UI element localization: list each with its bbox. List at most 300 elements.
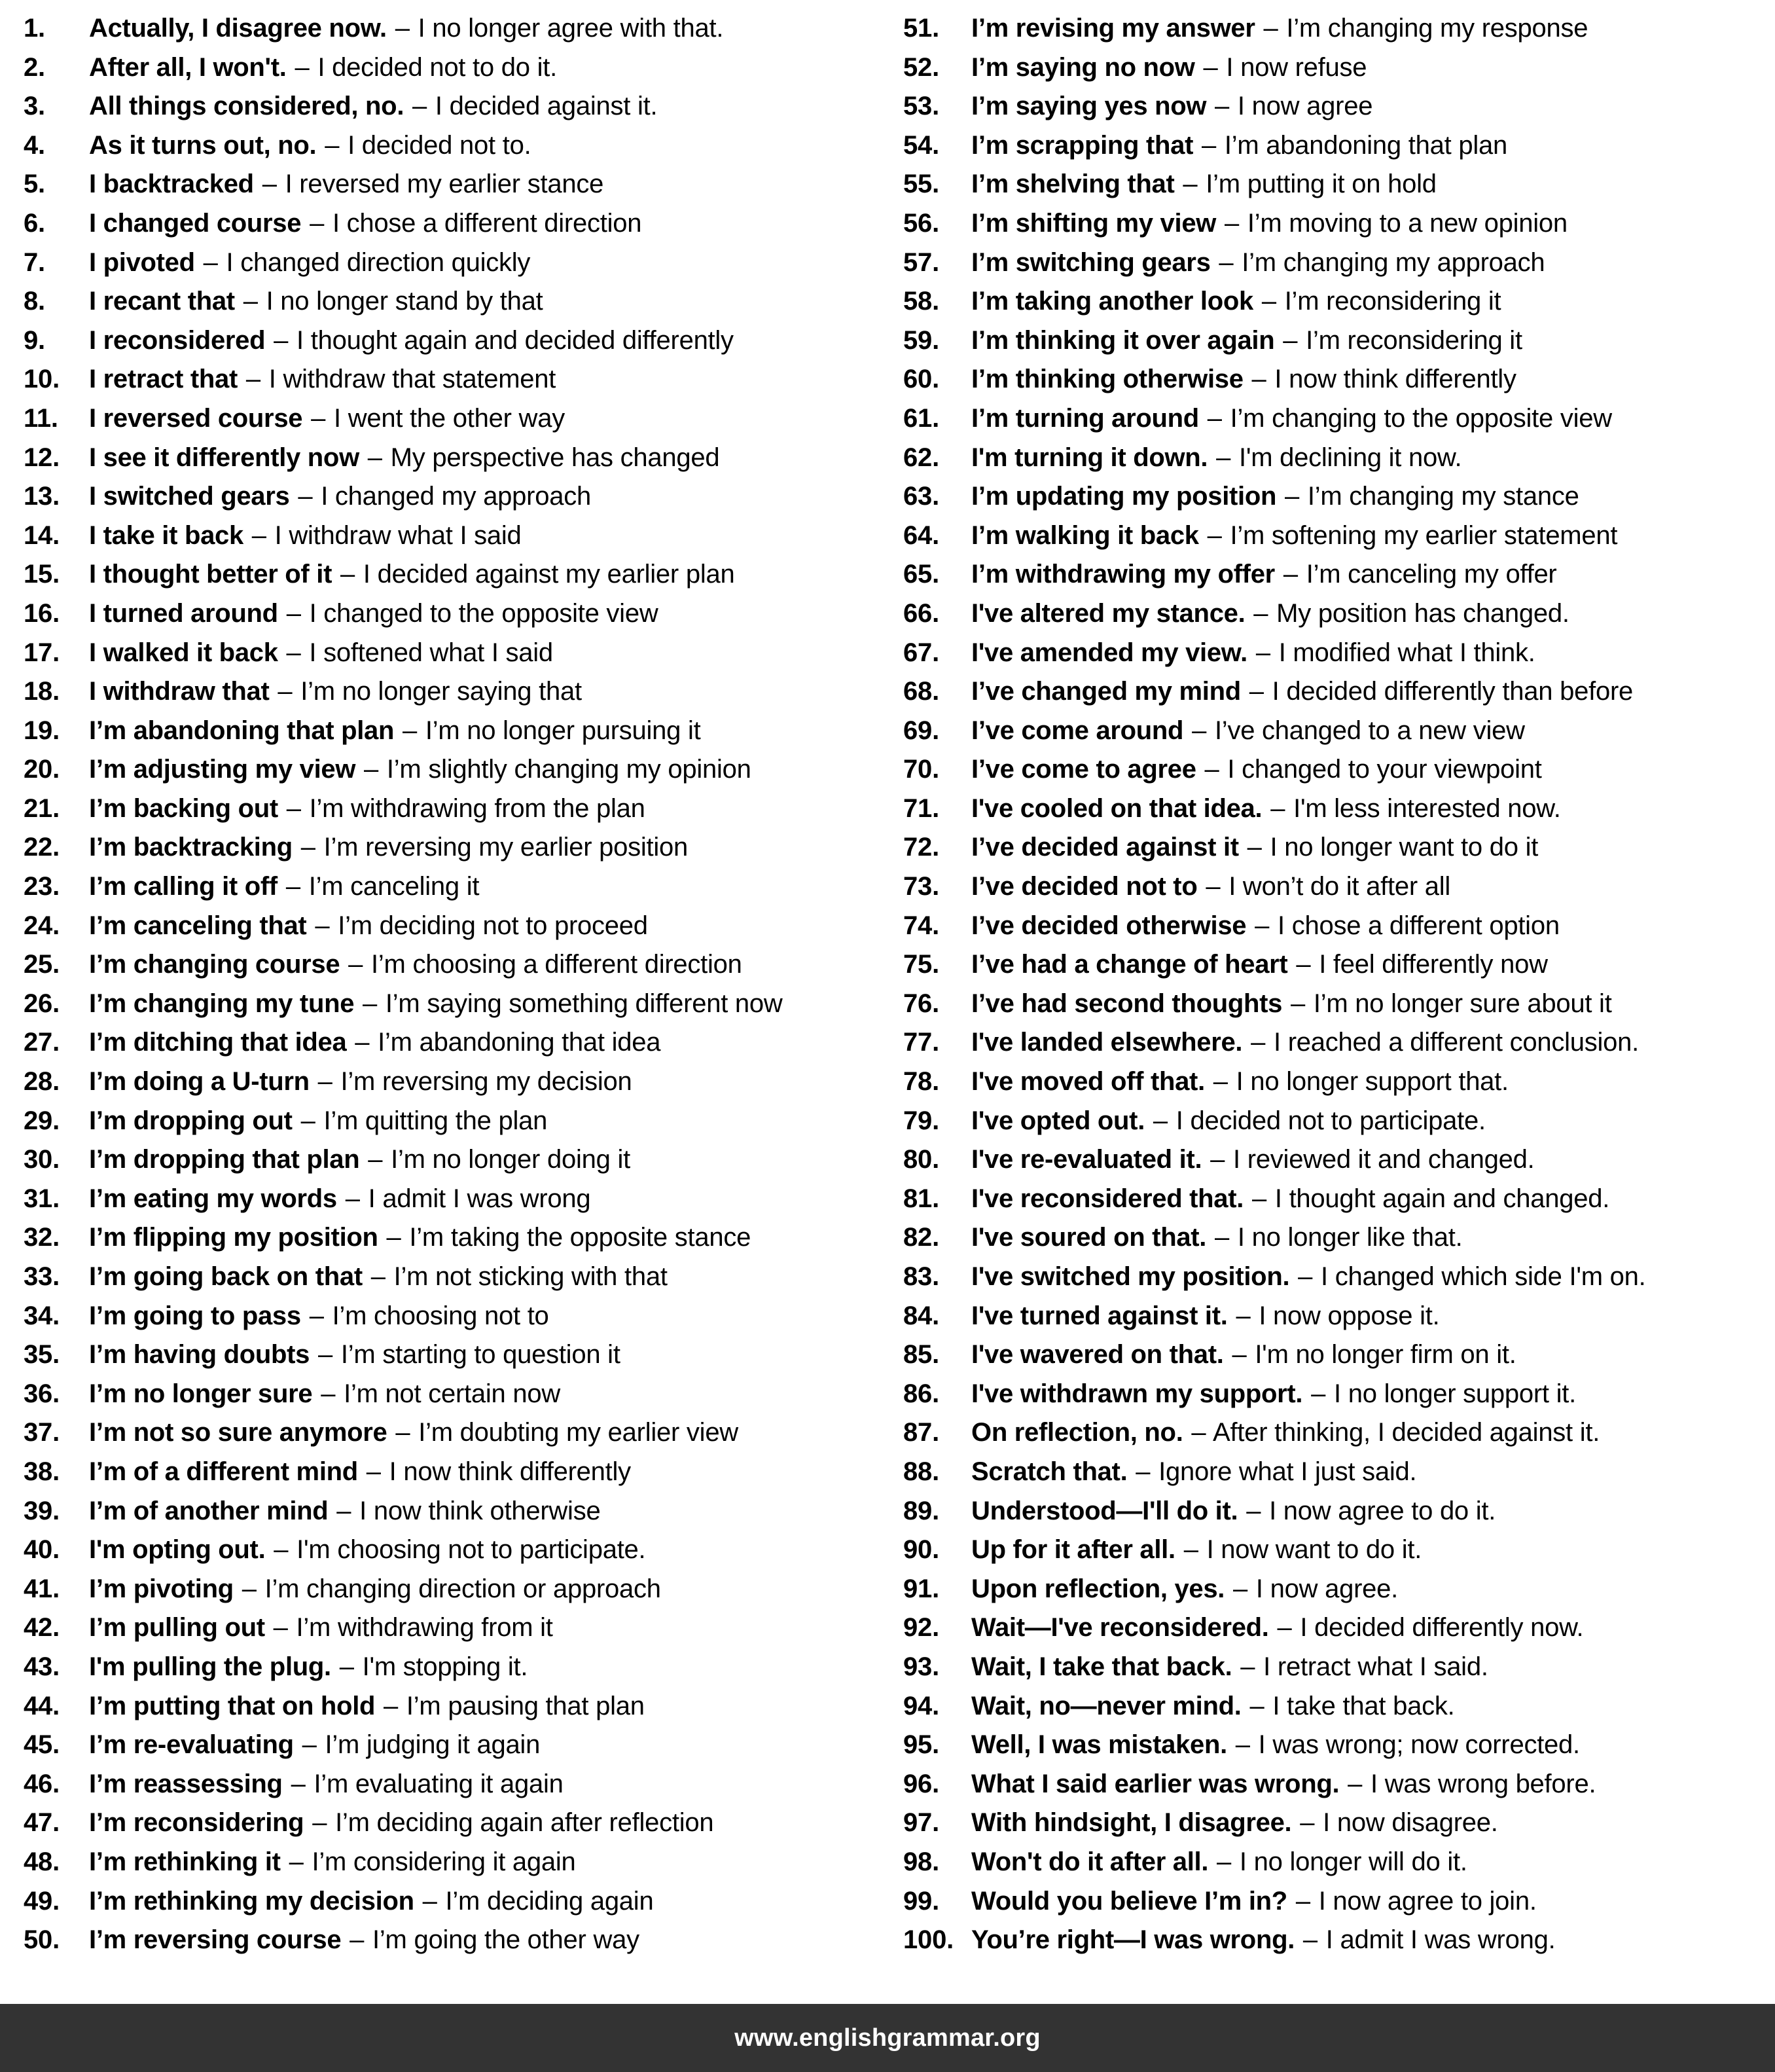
list-item-number: 45. [24, 1730, 60, 1760]
list-item [24, 790, 882, 829]
list-item [903, 477, 1770, 517]
list-item-number: 51. [903, 14, 940, 43]
list-item-dash: – [311, 403, 326, 433]
list-item-term: I’m abandoning that plan [89, 716, 395, 745]
list-item-dash: – [325, 130, 340, 160]
list-item-body [89, 1023, 882, 1063]
list-item-number: 21. [24, 793, 60, 823]
list-item-term: I’m going back on that [89, 1262, 363, 1291]
list-item-definition: I’m abandoning that idea [378, 1028, 661, 1057]
list-item-term: I’ve decided not to [971, 872, 1198, 901]
list-item [903, 1413, 1770, 1453]
list-item-dash: – [1348, 1769, 1363, 1798]
list-item-definition: I’m changing direction or approach [264, 1574, 661, 1603]
list-item-body [971, 1297, 1770, 1336]
list-item [24, 1726, 882, 1765]
list-item-body [971, 399, 1770, 439]
list-item-dash: – [321, 1379, 336, 1408]
list-item-body [89, 1453, 882, 1492]
list-item-definition: I no longer stand by that [266, 287, 543, 316]
list-item [24, 1882, 882, 1921]
list-item-term: I’m withdrawing my offer [971, 560, 1275, 589]
list-item-term: I've turned against it. [971, 1301, 1228, 1330]
list-item [903, 945, 1770, 985]
list-item-body [971, 1102, 1770, 1141]
list-item-term: Understood—I'll do it. [971, 1496, 1238, 1525]
list-item-definition: I’m saying something different now [385, 989, 783, 1018]
list-item-term: Well, I was mistaken. [971, 1730, 1227, 1760]
list-item-number: 95. [903, 1730, 940, 1760]
list-item-number: 75. [903, 950, 940, 979]
list-item-number: 26. [24, 989, 60, 1018]
list-item-definition: I now agree to join. [1318, 1886, 1537, 1916]
list-item-definition: I was wrong; now corrected. [1258, 1730, 1580, 1760]
list-item-number: 11. [24, 403, 58, 433]
list-item-definition: I’m not sticking with that [393, 1262, 668, 1291]
list-item [903, 1492, 1770, 1531]
list-item-definition: I changed my approach [321, 482, 591, 511]
list-item [24, 867, 882, 907]
list-item-number: 100. [903, 1925, 954, 1955]
list-item-dash: – [245, 365, 260, 394]
list-item [24, 87, 882, 126]
list-item-dash: – [366, 1457, 381, 1486]
list-item-term: I’m revising my answer [971, 14, 1255, 43]
list-item-term: I turned around [89, 598, 278, 628]
list-item-dash: – [345, 1184, 360, 1213]
list-item-definition: My position has changed. [1276, 598, 1569, 628]
list-item-number: 5. [24, 170, 45, 199]
list-item-definition: I no longer support it. [1333, 1379, 1577, 1408]
list-item-body [971, 477, 1770, 517]
list-item [903, 1180, 1770, 1219]
list-item-number: 74. [903, 911, 940, 940]
list-item [903, 282, 1770, 321]
list-item-term: I see it differently now [89, 443, 359, 472]
list-item-dash: – [348, 950, 363, 979]
list-item [24, 282, 882, 321]
list-item-dash: – [1213, 1067, 1228, 1097]
list-item-definition: I’m quitting the plan [323, 1106, 548, 1135]
list-item [903, 1843, 1770, 1882]
list-item-dash: – [1296, 950, 1311, 979]
list-item-term: I've landed elsewhere. [971, 1028, 1243, 1057]
list-item-definition: I’m changing my approach [1242, 247, 1545, 277]
list-item-body [89, 1882, 882, 1921]
list-item-number: 34. [24, 1301, 60, 1330]
list-item-number: 66. [903, 598, 940, 628]
list-item-dash: – [1270, 793, 1285, 823]
list-item-dash: – [251, 520, 266, 550]
list-item-term: I’m shifting my view [971, 208, 1217, 238]
list-item-term: What I said earlier was wrong. [971, 1769, 1340, 1798]
list-item-definition: I softened what I said [309, 638, 553, 667]
list-item-number: 67. [903, 638, 940, 667]
list-item [903, 9, 1770, 48]
list-item-body [89, 126, 882, 166]
list-item-dash: – [1302, 1925, 1318, 1955]
list-item-dash: – [286, 598, 301, 628]
list-item-number: 61. [903, 403, 940, 433]
list-item-dash: – [298, 482, 313, 511]
list-item-body [89, 672, 882, 712]
list-item [903, 867, 1770, 907]
list-item-body [971, 439, 1770, 478]
list-item-term: I’m reconsidering [89, 1808, 304, 1838]
list-item [903, 87, 1770, 126]
list-item-number: 65. [903, 560, 940, 589]
list-item-definition: I chose a different option [1277, 911, 1560, 940]
list-item-number: 33. [24, 1262, 60, 1291]
list-item [903, 790, 1770, 829]
list-item [24, 1063, 882, 1102]
list-item [24, 1258, 882, 1297]
list-item-body [89, 750, 882, 790]
list-item-body [89, 1687, 882, 1726]
list-item-dash: – [1295, 1886, 1310, 1916]
list-item-body [971, 48, 1770, 88]
list-item-term: I’m flipping my position [89, 1223, 378, 1252]
list-item [903, 1726, 1770, 1765]
list-item-body [89, 1531, 882, 1570]
list-item-dash: – [1263, 14, 1278, 43]
list-item-body [89, 1102, 882, 1141]
list-item-body [971, 555, 1770, 594]
list-item-term: I've opted out. [971, 1106, 1145, 1135]
list-item-number: 30. [24, 1145, 60, 1174]
list-item-dash: – [242, 1574, 257, 1603]
list-item-definition: I decided differently than before [1272, 677, 1634, 706]
list-item-definition: I’m changing my stance [1307, 482, 1579, 511]
list-item-term: I’m dropping that plan [89, 1145, 360, 1174]
list-item-dash: – [1247, 833, 1262, 862]
list-item-term: I walked it back [89, 638, 278, 667]
list-item [903, 907, 1770, 946]
list-item-body [971, 1531, 1770, 1570]
list-item-definition: I’m abandoning that plan [1224, 130, 1507, 160]
list-item-term: I’m reassessing [89, 1769, 283, 1798]
list-item-number: 3. [24, 92, 45, 121]
list-item-dash: – [1251, 1184, 1266, 1213]
list-item-term: I’m eating my words [89, 1184, 337, 1213]
list-item-dash: – [339, 1652, 354, 1681]
list-item-body [971, 244, 1770, 283]
list-item-number: 94. [903, 1691, 940, 1720]
list-item-dash: – [1298, 1262, 1313, 1291]
list-item-term: I’m going to pass [89, 1301, 301, 1330]
list-item-term: I’m changing course [89, 950, 340, 979]
list-item-number: 91. [903, 1574, 940, 1603]
list-item-term: I've wavered on that. [971, 1340, 1224, 1370]
list-item-definition: I’m reconsidering it [1306, 325, 1522, 355]
list-item-term: I switched gears [89, 482, 290, 511]
list-item-definition: I changed which side I'm on. [1321, 1262, 1646, 1291]
list-item-term: I’ve come to agree [971, 755, 1196, 784]
list-item-term: As it turns out, no. [89, 130, 317, 160]
list-item-number: 27. [24, 1028, 60, 1057]
list-item-body [971, 1648, 1770, 1687]
list-item-dash: – [355, 1028, 370, 1057]
list-item-term: I've soured on that. [971, 1223, 1207, 1252]
list-item-dash: – [1136, 1457, 1151, 1486]
list-item-number: 44. [24, 1691, 60, 1720]
list-item-body [89, 1921, 882, 1960]
list-item-dash: – [384, 1691, 399, 1720]
list-item-term: Wait, no—never mind. [971, 1691, 1242, 1720]
list-item-number: 73. [903, 872, 940, 901]
list-item-definition: I thought again and decided differently [296, 325, 734, 355]
list-item-number: 24. [24, 911, 60, 940]
list-item-definition: My perspective has changed [390, 443, 720, 472]
list-item [24, 1531, 882, 1570]
list-item-number: 58. [903, 287, 940, 316]
list-item [24, 712, 882, 751]
list-item-term: Wait, I take that back. [971, 1652, 1232, 1681]
list-item-body [971, 1023, 1770, 1063]
list-item-dash: – [1207, 403, 1222, 433]
list-item-dash: – [1183, 1535, 1198, 1565]
list-item-definition: I no longer want to do it [1270, 833, 1539, 862]
list-item-dash: – [364, 755, 379, 784]
list-item-dash: – [1219, 247, 1234, 277]
list-item [24, 204, 882, 244]
list-item [24, 1375, 882, 1414]
list-item [24, 634, 882, 673]
list-item-number: 69. [903, 716, 940, 745]
list-item-term: I’m no longer sure [89, 1379, 313, 1408]
list-item-body [971, 790, 1770, 829]
list-item-term: I’m of a different mind [89, 1457, 358, 1486]
list-item-term: I’m saying no now [971, 52, 1195, 82]
list-item-term: I’m having doubts [89, 1340, 310, 1370]
list-item-number: 60. [903, 365, 940, 394]
list-item [24, 244, 882, 283]
list-item-definition: I now think differently [389, 1457, 631, 1486]
list-item-body [89, 1063, 882, 1102]
list-item-term: I’m rethinking it [89, 1847, 281, 1876]
list-item-term: I’m backtracking [89, 833, 293, 862]
list-item-dash: – [1204, 755, 1219, 784]
list-item-number: 39. [24, 1496, 60, 1525]
list-item-definition: I now agree. [1255, 1574, 1399, 1603]
list-item-definition: I’m moving to a new opinion [1247, 208, 1568, 238]
list-item-definition: I’m withdrawing from it [296, 1613, 553, 1643]
list-item-dash: – [1249, 677, 1264, 706]
list-item-term: I've cooled on that idea. [971, 793, 1263, 823]
list-item-body [89, 1843, 882, 1882]
list-item-number: 41. [24, 1574, 60, 1603]
list-item-body [89, 48, 882, 88]
list-item-body [971, 1492, 1770, 1531]
list-item-definition: I’m considering it again [312, 1847, 576, 1876]
list-item-definition: I'm declining it now. [1238, 443, 1462, 472]
list-item-term: I’m changing my tune [89, 989, 355, 1018]
list-item-term: I’m switching gears [971, 247, 1211, 277]
list-item-definition: I decided differently now. [1300, 1613, 1584, 1643]
list-item-term: I recant that [89, 287, 235, 316]
list-item [24, 1413, 882, 1453]
list-item [24, 1102, 882, 1141]
list-item-term: I thought better of it [89, 560, 332, 589]
list-item-definition: I'm no longer firm on it. [1255, 1340, 1516, 1370]
list-item-dash: – [1153, 1106, 1168, 1135]
list-item-term: I'm turning it down. [971, 443, 1208, 472]
list-item-number: 29. [24, 1106, 60, 1135]
list-item-term: I’ve decided otherwise [971, 911, 1247, 940]
list-item-term: I reversed course [89, 403, 303, 433]
list-item [903, 165, 1770, 204]
list-item-body [971, 634, 1770, 673]
list-item-number: 78. [903, 1067, 940, 1097]
list-item-number: 98. [903, 1847, 940, 1876]
list-item-definition: I’m choosing a different direction [371, 950, 742, 979]
list-item-definition: I decided not to participate. [1175, 1106, 1486, 1135]
list-item-dash: – [1215, 1223, 1229, 1252]
list-item-term: I take it back [89, 520, 243, 550]
list-item-body [89, 1180, 882, 1219]
list-item-number: 59. [903, 325, 940, 355]
list-item [24, 1921, 882, 1960]
list-item-definition: I no longer agree with that. [418, 14, 724, 43]
list-item-body [89, 9, 882, 48]
list-item-body [971, 9, 1770, 48]
list-item-body [971, 1453, 1770, 1492]
list-item [24, 9, 882, 48]
site-url-text: www.englishgrammar.org [734, 2024, 1041, 2052]
list-item-definition: I no longer will do it. [1239, 1847, 1467, 1876]
list-item-dash: – [1217, 1847, 1232, 1876]
list-item-term: With hindsight, I disagree. [971, 1808, 1292, 1838]
list-item-definition: I reached a different conclusion. [1273, 1028, 1640, 1057]
list-item-dash: – [278, 677, 293, 706]
list-item-body [89, 1218, 882, 1258]
list-item-definition: I’ve changed to a new view [1214, 716, 1525, 745]
list-item [24, 1180, 882, 1219]
list-item [24, 1843, 882, 1882]
list-item-number: 77. [903, 1028, 940, 1057]
list-item-number: 1. [24, 14, 45, 43]
list-item [24, 126, 882, 166]
list-item-dash: – [243, 287, 258, 316]
list-item-number: 28. [24, 1067, 60, 1097]
list-item-body [971, 945, 1770, 985]
list-item-definition: I modified what I think. [1278, 638, 1535, 667]
list-item-body [971, 1570, 1770, 1609]
list-item [24, 1804, 882, 1843]
list-item-body [89, 907, 882, 946]
list-item-definition: I no longer support that. [1236, 1067, 1509, 1097]
list-item-body [89, 1648, 882, 1687]
list-item [903, 126, 1770, 166]
list-item [24, 1297, 882, 1336]
list-item-number: 86. [903, 1379, 940, 1408]
list-item-number: 43. [24, 1652, 60, 1681]
list-item-body [89, 1375, 882, 1414]
list-item-body [971, 1882, 1770, 1921]
list-item-body [89, 1258, 882, 1297]
list-item-dash: – [1215, 92, 1230, 121]
list-item [24, 517, 882, 556]
list-item-number: 15. [24, 560, 60, 589]
list-item-body [971, 1375, 1770, 1414]
list-item-body [89, 790, 882, 829]
list-item-term: Up for it after all. [971, 1535, 1175, 1565]
list-item-number: 93. [903, 1652, 940, 1681]
list-item-dash: – [1183, 170, 1198, 199]
list-item-dash: – [291, 1769, 306, 1798]
list-item-number: 90. [903, 1535, 940, 1565]
list-item-dash: – [386, 1223, 401, 1252]
list-item-term: Would you believe I’m in? [971, 1886, 1287, 1916]
list-item-body [971, 907, 1770, 946]
list-item-definition: I’m reversing my decision [340, 1067, 632, 1097]
list-item-body [89, 244, 882, 283]
list-item-definition: I won’t do it after all [1228, 872, 1451, 901]
list-item-body [971, 1218, 1770, 1258]
list-item-body [971, 750, 1770, 790]
list-item-term: I’ve had second thoughts [971, 989, 1283, 1018]
list-item-dash: – [1240, 1652, 1255, 1681]
list-item-definition: I’m starting to question it [340, 1340, 620, 1370]
list-item-body [89, 165, 882, 204]
list-item-body [971, 126, 1770, 166]
list-item-body [89, 1336, 882, 1375]
list-item-definition: I’m no longer sure about it [1313, 989, 1612, 1018]
list-item-number: 55. [903, 170, 940, 199]
list-item [903, 1375, 1770, 1414]
list-item-number: 4. [24, 130, 45, 160]
list-item-dash: – [274, 1535, 289, 1565]
list-item-dash: – [1283, 560, 1298, 589]
list-item-number: 54. [903, 130, 940, 160]
list-item-term: I’m walking it back [971, 520, 1199, 550]
list-item-term: I’m turning around [971, 403, 1199, 433]
list-item-dash: – [300, 1106, 315, 1135]
list-item-term: I’m dropping out [89, 1106, 293, 1135]
list-item-dash: – [1233, 1574, 1247, 1603]
list-item-body [89, 360, 882, 399]
list-item-definition: I’m reversing my earlier position [323, 833, 689, 862]
list-item-dash: – [1201, 130, 1216, 160]
list-item-body [89, 87, 882, 126]
list-item [24, 985, 882, 1024]
list-item-body [971, 321, 1770, 361]
list-item-number: 22. [24, 833, 60, 862]
list-item-number: 10. [24, 365, 60, 394]
list-item-body [89, 204, 882, 244]
list-item-dash: – [1210, 1145, 1225, 1174]
list-item-dash: – [273, 1613, 288, 1643]
list-item-definition: I admit I was wrong [368, 1184, 591, 1213]
list-item [903, 1453, 1770, 1492]
list-item-dash: – [312, 1808, 327, 1838]
list-item-body [971, 165, 1770, 204]
list-item-term: I’m putting that on hold [89, 1691, 376, 1720]
list-item-term: I pivoted [89, 247, 195, 277]
list-item-term: I’m scrapping that [971, 130, 1194, 160]
list-item-term: I've reconsidered that. [971, 1184, 1244, 1213]
list-item-body [971, 1765, 1770, 1804]
list-item [903, 1258, 1770, 1297]
list-item-term: You’re right—I was wrong. [971, 1925, 1295, 1955]
list-item [903, 594, 1770, 634]
list-item-definition: I now refuse [1226, 52, 1367, 82]
list-item-number: 37. [24, 1418, 60, 1447]
list-item [24, 360, 882, 399]
list-item-dash: – [367, 443, 382, 472]
list-item-definition: I admit I was wrong. [1325, 1925, 1556, 1955]
list-item-dash: – [1216, 443, 1231, 472]
